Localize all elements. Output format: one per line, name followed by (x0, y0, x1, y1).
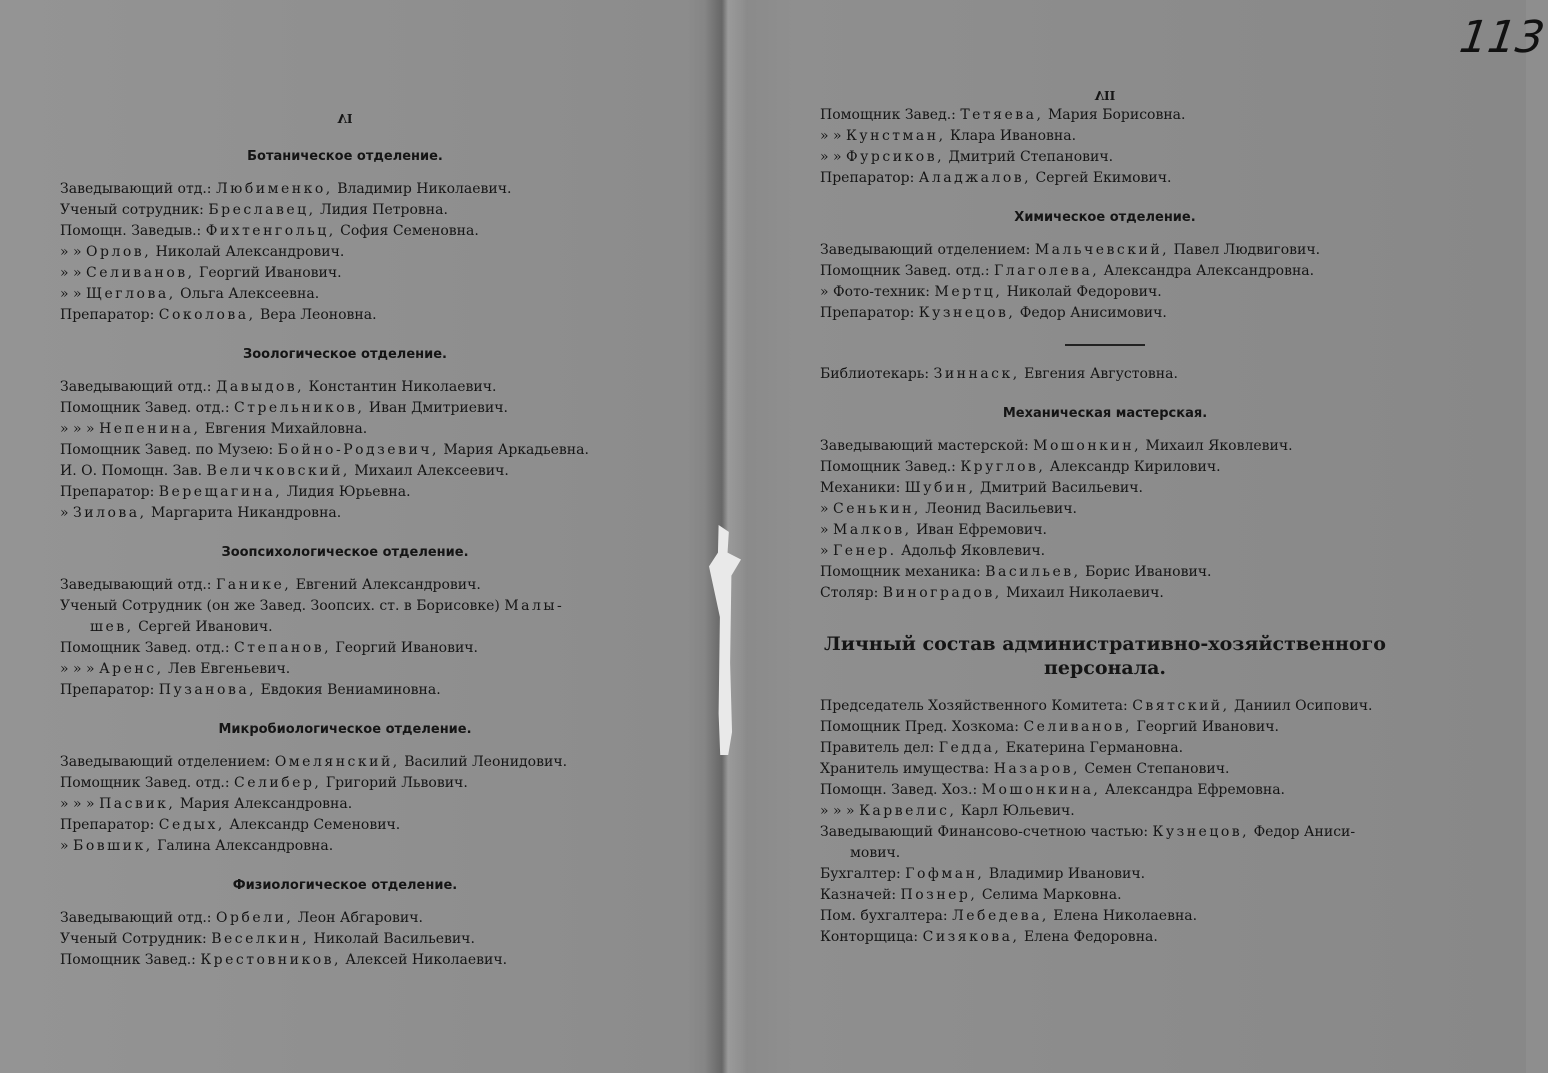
entry-rest: Василий Леонидович. (404, 754, 568, 770)
staff-entry (60, 950, 630, 971)
entry-rest: Мария Аркадьевна. (443, 442, 589, 458)
entry-role: Пом. бухгалтера: (820, 908, 948, 924)
entry-rest: Семен Степанович. (1084, 761, 1230, 777)
entry-rest: Николай Александрович. (155, 244, 345, 260)
entry-rest: Георгий Иванович. (1136, 719, 1279, 735)
entry-role: Препаратор: (60, 307, 155, 323)
entry-rest: Екатерина Германовна. (1005, 740, 1184, 756)
entry-role: » » (820, 128, 842, 144)
entry-role: » (820, 522, 829, 538)
entry-role: Ученый Сотрудник (он же Завед. Зоопсих. ст. в Борисовке) (60, 598, 500, 614)
entry-name: Орлов, (86, 244, 152, 260)
staff-entry (820, 927, 1390, 948)
staff-entry (60, 263, 630, 284)
staff-entry (820, 759, 1390, 780)
entry-rest: Сергей Иванович. (138, 619, 273, 635)
admin-title-line: персонала. (1043, 657, 1167, 679)
entry-rest: Александр Кирилович. (1049, 459, 1221, 475)
entry-role: » » (60, 265, 82, 281)
entry-rest: Владимир Николаевич. (337, 181, 512, 197)
staff-entry (60, 815, 630, 836)
staff-entry (60, 596, 630, 617)
staff-entry (60, 461, 630, 482)
entry-name: Глаголева, (994, 263, 1100, 279)
entry-name: Кузнецов, (1152, 824, 1250, 840)
entry-name: Непенина, (99, 421, 201, 437)
staff-entry (820, 126, 1390, 147)
entry-rest: Федор Анисимович. (1019, 305, 1167, 321)
entry-role: » » » (60, 661, 95, 677)
staff-entry (60, 836, 630, 857)
entry-role: Заведывающий отделением: (820, 242, 1031, 258)
entry-role: » » (60, 244, 82, 260)
entry-rest: Георгий Иванович. (335, 640, 478, 656)
entry-rest: Михаил Николаевич. (1006, 585, 1164, 601)
entry-rest: Александр Семенович. (229, 817, 401, 833)
entry-role: Ученый сотрудник: (60, 202, 204, 218)
entry-role: Помощник механика: (820, 564, 981, 580)
entry-name: Мошонкина, (981, 782, 1101, 798)
staff-entry (60, 575, 630, 596)
entry-role: Бухгалтер: (820, 866, 901, 882)
entry-role: » (820, 543, 829, 559)
entry-rest: Владимир Иванович. (988, 866, 1146, 882)
entry-name: Омелянский, (274, 754, 400, 770)
entry-rest: Николай Васильевич. (313, 931, 475, 947)
entry-name: Малы- (504, 598, 565, 614)
staff-entry (60, 200, 630, 221)
entry-name: Орбели, (215, 910, 294, 926)
entry-rest: София Семеновна. (340, 223, 479, 239)
admin-entries (820, 696, 1390, 948)
entry-role: Помощник Завед. по Музею: (60, 442, 274, 458)
entry-rest: Даниил Осипович. (1234, 698, 1373, 714)
entry-rest: Константин Николаевич. (308, 379, 497, 395)
entry-name: Кузнецов, (918, 305, 1016, 321)
section-title: Химическое отделение. (1014, 210, 1196, 225)
entry-role: Препаратор: (60, 484, 155, 500)
staff-entry (60, 482, 630, 503)
right-top-entries (820, 105, 1390, 189)
entry-name: Стрельников, (234, 400, 365, 416)
staff-entry (820, 303, 1390, 324)
entry-name: Назаров, (993, 761, 1080, 777)
entry-role: Помощник Завед. отд.: (60, 775, 230, 791)
entry-name: Пасвик, (99, 796, 176, 812)
entry-name: Бовшик, (73, 838, 153, 854)
staff-entry (820, 801, 1390, 822)
entry-rest: Алексей Николаевич. (345, 952, 508, 968)
staff-entry (820, 457, 1390, 478)
entry-role: » » » (60, 796, 95, 812)
entry-role: Конторщица: (820, 929, 919, 945)
entry-role: » Фото-техник: (820, 284, 931, 300)
section-title: Зоопсихологическое отделение. (221, 545, 469, 560)
entry-name: Селиванов, (1023, 719, 1132, 735)
staff-entry (60, 440, 630, 461)
entry-rest: Лидия Юрьевна. (286, 484, 411, 500)
staff-entry (60, 617, 630, 638)
entry-role: Помощник Завед.: (820, 459, 956, 475)
entry-rest: Мария Борисовна. (1047, 107, 1186, 123)
entry-name: Мертц, (934, 284, 1003, 300)
staff-entry (60, 503, 630, 524)
entry-role: Препаратор: (820, 170, 915, 186)
entry-role: Механики: (820, 480, 901, 496)
entry-name: Пузанова, (158, 682, 257, 698)
entry-name: Фурсиков, (846, 149, 945, 165)
staff-entry (60, 305, 630, 326)
staff-entry (820, 583, 1390, 604)
entry-rest: Галина Александровна. (157, 838, 334, 854)
staff-entry (820, 520, 1390, 541)
staff-entry (820, 364, 1390, 385)
page-number: VII (1094, 88, 1116, 102)
entry-rest: Адольф Яковлевич. (901, 543, 1046, 559)
entry-name: Фихтенгольц, (205, 223, 336, 239)
entry-rest: Иван Ефремович. (916, 522, 1047, 538)
entry-name: Селиванов, (86, 265, 195, 281)
entry-name: Карвелис, (859, 803, 957, 819)
entry-name: Кунстман, (846, 128, 946, 144)
staff-entry (820, 738, 1390, 759)
entry-rest: Лев Евгеньевич. (168, 661, 291, 677)
entry-role: Заведывающий отд.: (60, 379, 212, 395)
entry-name: Познер, (900, 887, 978, 903)
entry-rest: Георгий Иванович. (199, 265, 342, 281)
entry-name: Селибер, (234, 775, 322, 791)
entry-rest: Вера Леоновна. (260, 307, 377, 323)
entry-role: Ученый Сотрудник: (60, 931, 207, 947)
entry-name: Святский, (1132, 698, 1230, 714)
entry-name: Зилова, (73, 505, 147, 521)
entry-name: Сизякова, (922, 929, 1020, 945)
entry-rest: Лидия Петровна. (320, 202, 448, 218)
entry-role: Столяр: (820, 585, 879, 601)
section-title: Ботаническое отделение. (247, 149, 443, 164)
staff-entry (820, 864, 1390, 885)
entry-rest: Михаил Яковлевич. (1145, 438, 1293, 454)
staff-entry (820, 478, 1390, 499)
entry-name: Генер. (833, 543, 897, 559)
entry-rest: Николай Федорович. (1006, 284, 1162, 300)
entry-rest: Клара Ивановна. (950, 128, 1077, 144)
entry-role: Библиотекарь: (820, 366, 930, 382)
entry-rest: Дмитрий Васильевич. (980, 480, 1143, 496)
staff-entry (820, 168, 1390, 189)
left-sections (60, 146, 630, 971)
entry-name: Виноградов, (882, 585, 1002, 601)
staff-entry (820, 105, 1390, 126)
entry-rest: Мария Александровна. (179, 796, 353, 812)
entry-role: Заведывающий отд.: (60, 910, 212, 926)
entry-name: Мошонкин, (1033, 438, 1142, 454)
entry-name: Малков, (833, 522, 912, 538)
staff-entry (60, 179, 630, 200)
handwritten-folio-number: 113 (1456, 12, 1548, 63)
staff-entry (60, 908, 630, 929)
staff-entry (820, 541, 1390, 562)
entry-rest: Иван Дмитриевич. (368, 400, 508, 416)
entry-name: Степанов, (234, 640, 332, 656)
entry-rest: Ольга Алексеевна. (180, 286, 320, 302)
entry-role: » » (60, 286, 82, 302)
entry-role: » » » (60, 421, 95, 437)
entry-role: » (60, 838, 69, 854)
entry-rest: Елена Федоровна. (1023, 929, 1158, 945)
staff-entry (60, 242, 630, 263)
left-page (60, 108, 630, 971)
section-title: Механическая мастерская. (1002, 406, 1208, 421)
entry-role: Помощник Завед. отд.: (820, 263, 990, 279)
entry-name: Васильев, (985, 564, 1081, 580)
librarian-entry (820, 364, 1390, 385)
divider-rule (1065, 344, 1145, 346)
entry-name: Давыдов, (215, 379, 305, 395)
staff-entry (820, 240, 1390, 261)
entry-role: Заведывающий отд.: (60, 577, 212, 593)
entry-role: Заведывающий отделением: (60, 754, 271, 770)
entry-name: Аладжалов, (918, 170, 1032, 186)
entry-name: Лебедева, (952, 908, 1049, 924)
entry-role: Помощник Завед. отд.: (60, 400, 230, 416)
entry-role: Помощник Завед.: (820, 107, 956, 123)
right-page (820, 85, 1390, 948)
staff-entry (60, 773, 630, 794)
staff-entry (820, 282, 1390, 303)
entry-role: Препаратор: (820, 305, 915, 321)
entry-name: Тетяева, (960, 107, 1044, 123)
staff-entry (60, 794, 630, 815)
staff-entry (820, 822, 1390, 843)
entry-rest: Елена Николаевна. (1053, 908, 1198, 924)
entry-rest: Федор Аниси- (1253, 824, 1356, 840)
entry-name: Любименко, (215, 181, 333, 197)
mechanical-entries (820, 436, 1390, 604)
entry-name: Соколова, (158, 307, 256, 323)
entry-rest: Борис Иванович. (1085, 564, 1212, 580)
section-title: Физиологическое отделение. (232, 878, 458, 893)
entry-rest: Карл Юльевич. (960, 803, 1075, 819)
staff-entry (60, 221, 630, 242)
entry-rest: Евгений Александрович. (295, 577, 481, 593)
section-title: Зоологическое отделение. (243, 347, 447, 362)
entry-name: Величковский, (206, 463, 350, 479)
entry-role: И. О. Помощн. Зав. (60, 463, 203, 479)
staff-entry (820, 843, 1390, 864)
staff-entry (820, 906, 1390, 927)
staff-entry (820, 780, 1390, 801)
entry-role: Заведывающий Финансово-счетною частью: (820, 824, 1149, 840)
entry-name: Сенькин, (833, 501, 921, 517)
entry-rest: Леон Абгарович. (297, 910, 423, 926)
entry-name: шев, (90, 619, 134, 635)
entry-role: » (60, 505, 69, 521)
chemistry-entries (820, 240, 1390, 324)
entry-rest: Михаил Алексеевич. (354, 463, 509, 479)
entry-name: Крестовников, (200, 952, 341, 968)
entry-rest: Евдокия Вениаминовна. (260, 682, 441, 698)
entry-role: Заведывающий отд.: (60, 181, 212, 197)
entry-rest: Григорий Львович. (325, 775, 468, 791)
section-title: Микробиологическое отделение. (218, 722, 472, 737)
entry-rest: Леонид Васильевич. (925, 501, 1077, 517)
entry-rest: Дмитрий Степанович. (948, 149, 1114, 165)
entry-role: Помощник Пред. Хозкома: (820, 719, 1019, 735)
entry-name: Веселкин, (211, 931, 310, 947)
admin-title-line: Личный состав административно-хозяйственного (824, 633, 1386, 655)
entry-name: Верещагина, (158, 484, 283, 500)
entry-rest: Александра Александровна. (1103, 263, 1315, 279)
entry-name: Бойно-Родзевич, (277, 442, 440, 458)
staff-entry (60, 419, 630, 440)
staff-entry (820, 436, 1390, 457)
entry-name: Гедда, (938, 740, 1002, 756)
staff-entry (820, 147, 1390, 168)
admin-title (820, 632, 1390, 680)
entry-role: Помощник Завед. отд.: (60, 640, 230, 656)
entry-role: Помощн. Заведыв.: (60, 223, 202, 239)
entry-rest: Евгения Августовна. (1024, 366, 1178, 382)
staff-entry (820, 885, 1390, 906)
staff-entry (820, 696, 1390, 717)
entry-role: Заведывающий мастерской: (820, 438, 1029, 454)
entry-name: Седых, (158, 817, 225, 833)
entry-role: Помощник Завед.: (60, 952, 196, 968)
staff-entry (60, 377, 630, 398)
entry-name: Круглов, (960, 459, 1046, 475)
staff-entry (820, 261, 1390, 282)
entry-rest: Евгения Михайловна. (204, 421, 368, 437)
entry-role: Препаратор: (60, 817, 155, 833)
staff-entry (60, 638, 630, 659)
entry-role: Председатель Хозяйственного Комитета: (820, 698, 1128, 714)
entry-name: Ганике, (215, 577, 292, 593)
entry-role: Казначей: (820, 887, 897, 903)
entry-name: Зиннаск, (933, 366, 1020, 382)
staff-entry (60, 284, 630, 305)
entry-rest: Александра Ефремовна. (1104, 782, 1286, 798)
entry-name: Мальчевский, (1034, 242, 1170, 258)
entry-role: Хранитель имущества: (820, 761, 990, 777)
entry-role: » (820, 501, 829, 517)
staff-entry (60, 680, 630, 701)
entry-role: Препаратор: (60, 682, 155, 698)
entry-name: Щеглова, (86, 286, 176, 302)
entry-rest: Селима Марковна. (981, 887, 1122, 903)
staff-entry (820, 499, 1390, 520)
staff-entry (820, 717, 1390, 738)
entry-role: » » (820, 149, 842, 165)
entry-name: Шубин, (904, 480, 976, 496)
staff-entry (60, 659, 630, 680)
entry-rest: Сергей Екимович. (1035, 170, 1172, 186)
entry-role: » » » (820, 803, 855, 819)
page-number: VI (337, 111, 353, 125)
entry-name: Аренс, (99, 661, 164, 677)
staff-entry (60, 929, 630, 950)
entry-name: Бреславец, (208, 202, 316, 218)
staff-entry (820, 562, 1390, 583)
entry-rest: мович. (850, 845, 901, 861)
staff-entry (60, 398, 630, 419)
entry-rest: Павел Людвигович. (1173, 242, 1321, 258)
entry-name: Гофман, (905, 866, 985, 882)
entry-role: Правитель дел: (820, 740, 935, 756)
staff-entry (60, 752, 630, 773)
entry-role: Помощн. Завед. Хоз.: (820, 782, 978, 798)
entry-rest: Маргарита Никандровна. (151, 505, 342, 521)
